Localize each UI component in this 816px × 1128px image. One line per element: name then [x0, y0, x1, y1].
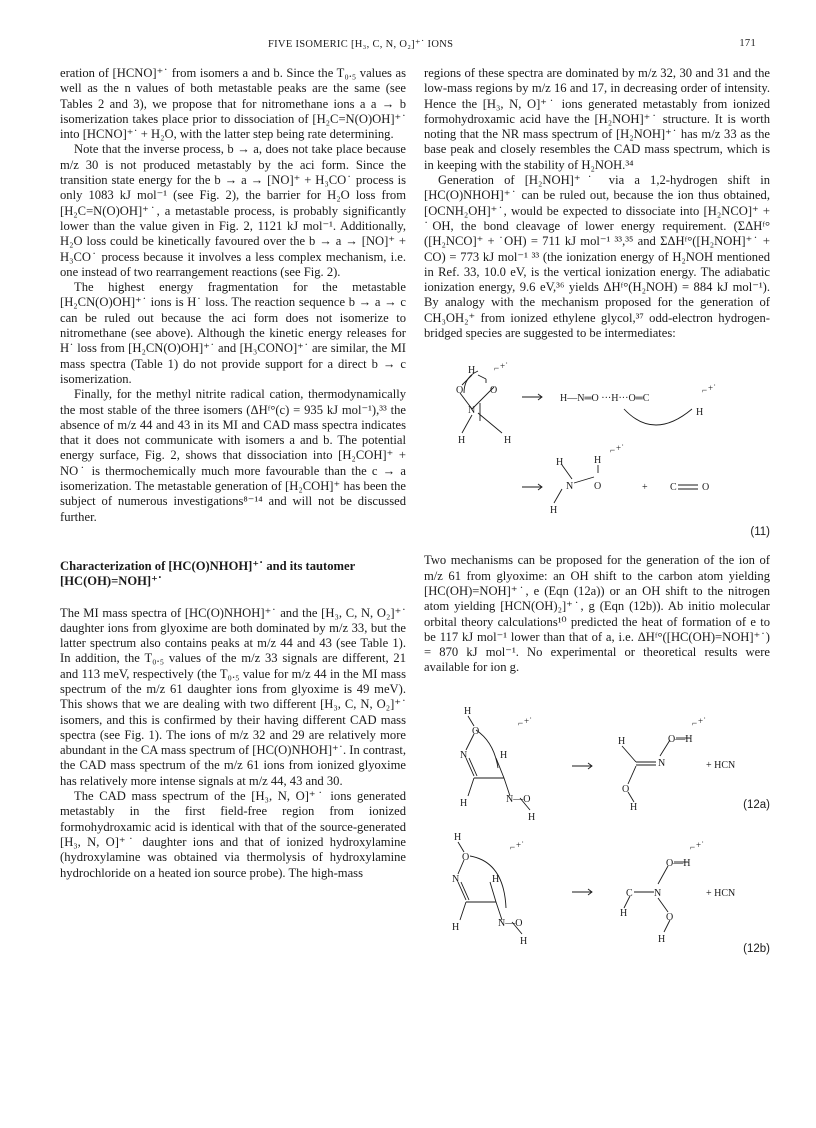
paragraph: regions of these spectra are dominated by m/z 32, 30 and 31 and the low-mass regions by m/z 16 and 17, in decreasing order of intensity. Hence the [H₃, N, O]⁺˙ ions generated metastably from ionized formohydroxamic acid have the [H₂NOH]⁺˙ structure. It is worth noting that the NR mass spectrum of [H₂NOH]⁺˙ has m/z 33 as the base peak and closely resembles the CAD mass spectrum, which is in keeping with the stability of H₂NOH.³⁴: [424, 66, 770, 172]
atom-label: H: [528, 811, 536, 823]
paragraph: Note that the inverse process, b → a, does not take place because m/z 30 is not produced metastably by the aci form. Since the transition state energy for the b → a → [NO]⁺ + H₃CO˙ process is only 1083 kJ mol⁻¹ (see Fig. 2), the barrier for H₂O loss from [H₂C=N(O)OH]⁺˙, a metastable process, is probably significantly lower than the value given in Fig. 2, 1121 kJ mol⁻¹. Additionally, H₂O loss could be kinetically favoured over the b → a → [NO]⁺ + H₃CO˙ process because it involves a less complex mechanism, i.e. one instead of two rearrangement reactions (see Fig. 2).: [60, 142, 406, 279]
page-number: 171: [739, 38, 756, 49]
atom-label: O: [490, 385, 498, 397]
paragraph: The CAD mass spectrum of the [H₃, N, O]⁺˙ ions generated metastably in the first field-free region from ionized formohydroxamic acid is identical with that of the source-generated [H₃, N, O]⁺˙ daughter ions and that of ionized hydroxylamine (hydroxylamine was obtained via thermolysis of hydroxylamine hydrochloride on a heated ion source probe). The high-mass: [60, 789, 406, 880]
atom-label: H: [452, 921, 460, 933]
atom-label: O: [666, 911, 674, 923]
svg-text:+˙: +˙: [516, 839, 525, 850]
plus-sign: +: [642, 482, 648, 494]
running-title: FIVE ISOMERIC [H₃, C, N, O₂]⁺˙ IONS: [268, 39, 454, 50]
svg-text:⌐: ⌐: [702, 385, 708, 396]
paragraph: The MI mass spectra of [HC(O)NHOH]⁺˙ and the [H₃, C, N, O₂]⁺˙ daughter ions from glyoxime are both dominated by m/z 33, but the latter spectrum also contains peaks at m/z 44 and 43 (see Table 1). In addition, the T₀.₅ values of the m/z 33 signals are different, 21 and 113 meV, respectively (the T₀.₅ value for m/z 44 in the MI mass spectrum of the m/z 61 daughter ions from glyoxime is 49 meV). This shows that we are dealing with two different [H₃, C, N, O₂]⁺˙ isomers, and this is confirmed by their having different CAD mass spectra (see Fig. 1). The ions of m/z 32 and 29 are relatively more abundant in the CA mass spectrum of [HC(O)NHOH]⁺˙. In contrast, the CAD mass spectrum of the m/z 61 ions from ionized glyoxime has relatively more intense signals at m/z 44, 43 and 30.: [60, 605, 406, 788]
scheme-11-intermediate: H—N═O ···H···O═C: [560, 393, 650, 405]
svg-text:+˙: +˙: [696, 839, 705, 850]
page-header: [0, 38, 816, 52]
equation-number: (12a): [743, 798, 770, 811]
equation-number: (11): [750, 526, 770, 539]
scheme-11-figure: [424, 353, 770, 541]
svg-text:+˙: +˙: [708, 383, 717, 394]
atom-label: H: [520, 935, 528, 947]
atom-label: H: [500, 749, 508, 761]
atom-label: N: [654, 887, 662, 899]
svg-text:+˙: +˙: [500, 361, 509, 372]
paragraph: The highest energy fragmentation for the metastable [H₂CN(O)OH]⁺˙ ions is H˙ loss. The reaction sequence b → a → c can be ruled out because the aci form does not isomerize to nitromethane (see above). Although the kinetic energy releases for H˙ loss from [H₂CN(O)OH]⁺˙ and [H₃CONO]⁺˙ are similar, the MI mass spectra (Table 1) do not provide support for a direct b → c isomerization.: [60, 280, 406, 386]
atom-label: O—H: [666, 857, 691, 869]
atom-label: N—O: [498, 917, 523, 929]
atom-label: O: [472, 725, 480, 737]
equation-number: (12b): [743, 942, 770, 955]
atom-label: O: [702, 482, 710, 494]
atom-label: N: [468, 405, 476, 417]
svg-text:+˙: +˙: [698, 715, 707, 726]
atom-label: N: [566, 481, 574, 493]
section-heading: Characterization of [HC(O)NHOH]⁺˙ and its tautomer [HC(OH)=NOH]⁺˙: [60, 558, 355, 589]
atom-label: H: [550, 505, 558, 517]
reaction-scheme-11: [424, 353, 770, 541]
reaction-scheme-12b: [424, 822, 770, 956]
atom-label: O: [622, 783, 630, 795]
atom-label: H: [468, 365, 476, 377]
atom-label: C: [626, 887, 633, 899]
atom-label: N: [452, 873, 460, 885]
atom-label: H: [504, 435, 512, 447]
atom-label: H: [696, 407, 704, 419]
atom-label: O: [456, 385, 464, 397]
hcn-product: + HCN: [706, 759, 736, 771]
right-column: [424, 66, 770, 956]
atom-label: H: [556, 457, 564, 469]
atom-label: H: [460, 797, 468, 809]
atom-label: O: [462, 851, 470, 863]
reaction-scheme-12a: [424, 702, 770, 823]
paragraph: Two mechanisms can be proposed for the generation of the ion of m/z 61 from glyoxime: an OH shift to the carbon atom yielding [HC(OH)=NOH]⁺˙, e (Eqn (12a)) or an OH shift to the nitrogen atom yielding [HCN(OH)₂]⁺˙, g (Eqn (12b)). Ab initio molecular orbital theory calculations¹⁰ predicted the heat of formation of e to be 117 kJ mol⁻¹ lower than that of a, i.e. ΔHᶠ°([HC(OH)=NOH]⁺˙) = 870 kJ mol⁻¹. No experimental or theoretical results were available for ion g.: [424, 553, 770, 675]
atom-label: O—H: [668, 733, 693, 745]
paragraph: Generation of [H₂NOH]⁺˙ via a 1,2-hydrogen shift in [HC(O)NHOH]⁺˙ can be ruled out, because the ion thus obtained, [OCNH₂OH]⁺˙, would be expected to dissociate into [H₂NCO]⁺ + ˙OH, the bond cleavage of lower energy requirement. (ΣΔHᶠ°([H₂NCO]⁺ + ˙OH) = 711 kJ mol⁻¹ ³³,³⁵ and ΣΔHᶠ°([H₂NOH]⁺˙ + CO) = 773 kJ mol⁻¹ ³³ (the ionization energy of H₂NOH mentioned in Ref. 33, 10.0 eV, is the vertical ionization energy. The adiabatic ionization energy, 9.6 eV,³⁶ yields ΔHᶠ°(H₂NOH) = 884 kJ mol⁻¹). By analogy with the mechanism proposed for the generation of CH₃OH₂⁺ from ionized ethylene glycol,³⁷ odd-electron hydrogen-bridged species are suggested to be intermediates:: [424, 173, 770, 341]
atom-label: H: [464, 705, 472, 717]
atom-label: H: [630, 801, 638, 813]
hcn-product: + HCN: [706, 887, 736, 899]
atom-label: H: [454, 831, 462, 843]
atom-label: H: [658, 933, 666, 945]
svg-text:⌐: ⌐: [518, 717, 524, 728]
atom-label: H: [618, 735, 626, 747]
svg-text:⌐: ⌐: [690, 841, 696, 852]
svg-text:⌐: ⌐: [692, 717, 698, 728]
atom-label: H: [458, 435, 466, 447]
atom-label: C: [670, 482, 677, 494]
atom-label: O: [594, 481, 602, 493]
paragraph: Finally, for the methyl nitrite radical cation, thermodynamically the most stable of the three isomers (ΔHᶠ°(c) = 935 kJ mol⁻¹),³³ the absence of m/z 44 and 43 in its MI and CAD mass spectra indicates that it does not communicate with isomers a and b. The potential energy surface, Fig. 2, shows that dissociation into [H₂COH]⁺ + NO˙ is thermochemically much more favourable than the c → a isomerization. The metastable generation of [H₂COH]⁺ has been the subject of numerous investigations⁸⁻¹⁴ and will not be discussed further.: [60, 387, 406, 524]
svg-text:+˙: +˙: [616, 443, 625, 454]
atom-label: H: [620, 907, 628, 919]
svg-text:⌐: ⌐: [610, 445, 616, 456]
left-column: [60, 66, 406, 881]
atom-label: N—O: [506, 793, 531, 805]
scheme-12a-figure: [424, 702, 770, 823]
svg-text:⌐: ⌐: [510, 841, 516, 852]
scheme-12b-figure: [424, 822, 770, 956]
atom-label: H: [594, 455, 602, 467]
svg-text:+˙: +˙: [524, 715, 533, 726]
atom-label: H: [492, 873, 500, 885]
paragraph: eration of [HCNO]⁺˙ from isomers a and b. Since the T₀.₅ values as well as the n values of both metastable peaks are the same (see Tables 2 and 3), we propose that for nitromethane ions a a → b isomerization takes place prior to dissociation of [H₂C=N(O)OH]⁺˙ into [HCNO]⁺˙ + H₂O, with the latter step being rate determining.: [60, 66, 406, 142]
atom-label: N: [460, 749, 468, 761]
svg-text:⌐: ⌐: [494, 363, 500, 374]
atom-label: N: [658, 757, 666, 769]
